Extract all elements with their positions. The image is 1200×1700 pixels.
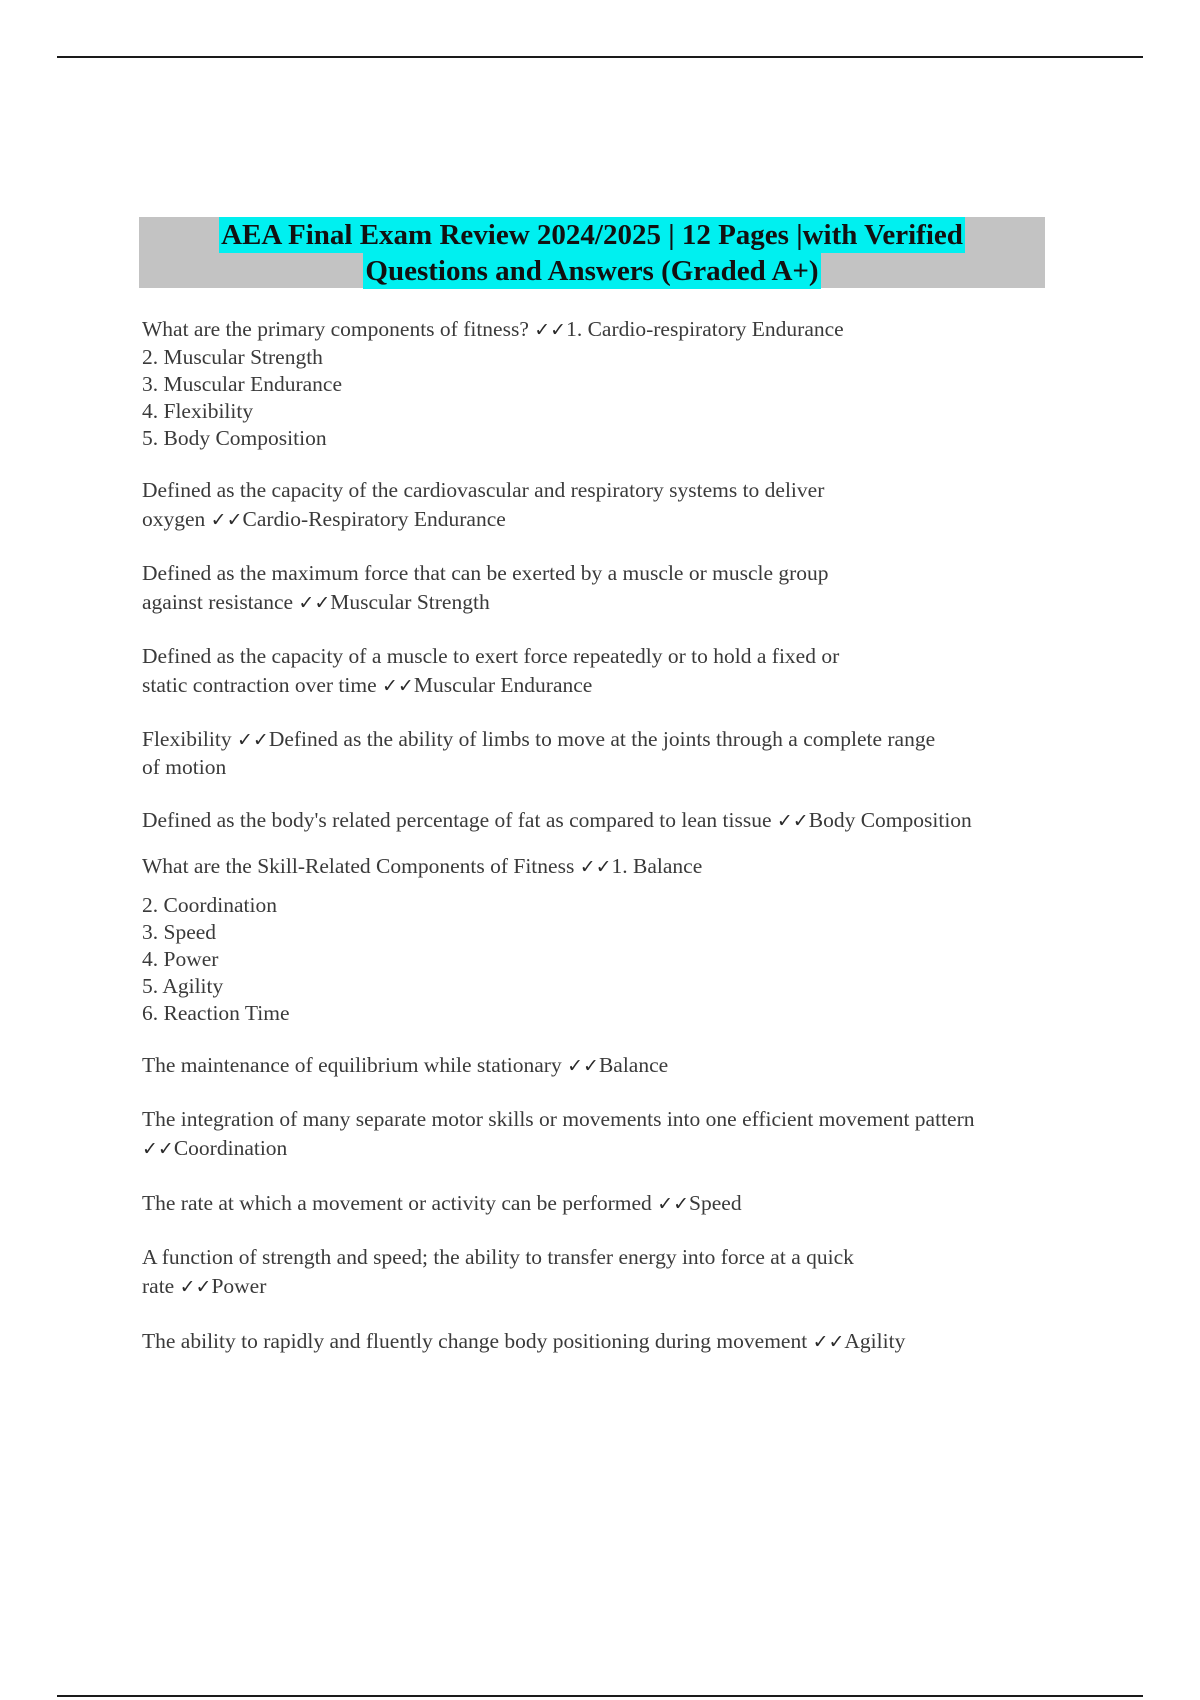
answer-text: Speed: [689, 1191, 742, 1215]
qa-item-power: [142, 1243, 1072, 1302]
answer-text: 5. Agility: [142, 974, 224, 998]
check-icon: ✓✓: [236, 729, 269, 751]
answer-text: 5. Body Composition: [142, 426, 327, 450]
check-icon: ✓✓: [812, 1331, 845, 1353]
answer-text: 3. Muscular Endurance: [142, 372, 342, 396]
answer-text: 1. Balance: [611, 854, 703, 878]
title-line-2: Questions and Answers (Graded A+): [365, 254, 819, 287]
question-text: The rate at which a movement or activity can be performed: [142, 1191, 658, 1215]
qa-item-muscular-endurance: [142, 642, 1072, 701]
check-icon: ✓✓: [776, 810, 809, 832]
question-text: The maintenance of equilibrium while stationary: [142, 1053, 568, 1077]
answer-text: Muscular Strength: [330, 590, 490, 614]
qa-item-muscular-strength: [142, 559, 1072, 618]
title-line-1: AEA Final Exam Review 2024/2025 | 12 Pages |with Verified: [221, 218, 963, 251]
qa-item-cardio: [142, 476, 1072, 535]
check-icon: ✓✓: [298, 592, 331, 614]
answer-text: Muscular Endurance: [413, 673, 593, 697]
question-text: Defined as the capacity of the cardiovascular and respiratory systems to deliver: [142, 478, 825, 502]
answer-text: Body Composition: [808, 808, 972, 832]
question-text: The integration of many separate motor skills or movements into one efficient movement pattern: [142, 1107, 975, 1131]
answer-text: Coordination: [173, 1136, 288, 1160]
question-text: Defined as the capacity of a muscle to exert force repeatedly or to hold a fixed or: [142, 644, 840, 668]
check-icon: ✓✓: [210, 509, 243, 531]
question-text: rate: [142, 1274, 180, 1298]
check-icon: ✓✓: [657, 1193, 690, 1215]
qa-item-coordination: [142, 1105, 1072, 1164]
qa-content: [142, 316, 1072, 1357]
answer-text: 4. Power: [142, 947, 219, 971]
check-icon: ✓✓: [579, 856, 612, 878]
question-text: Flexibility: [142, 727, 237, 751]
qa-item-body-composition: [142, 806, 1072, 836]
question-text: What are the primary components of fitness?: [142, 317, 535, 341]
check-icon: ✓✓: [534, 319, 567, 341]
question-text: oxygen: [142, 507, 211, 531]
answer-text: 2. Muscular Strength: [142, 345, 323, 369]
question-text: A function of strength and speed; the ability to transfer energy into force at a quick: [142, 1245, 854, 1269]
question-text: The ability to rapidly and fluently change body positioning during movement: [142, 1329, 813, 1353]
check-icon: ✓✓: [179, 1276, 212, 1298]
answer-text: 1. Cardio-respiratory Endurance: [566, 317, 844, 341]
check-icon: ✓✓: [567, 1055, 599, 1077]
qa-item-flexibility: [142, 726, 1072, 781]
qa-item-agility: [142, 1327, 1072, 1357]
question-text: against resistance: [142, 590, 299, 614]
answer-text: of motion: [142, 755, 227, 779]
check-icon: ✓✓: [142, 1138, 174, 1160]
answer-text: 3. Speed: [142, 920, 217, 944]
top-rule: [57, 56, 1143, 58]
qa-item-skill-components: [142, 852, 1072, 1027]
qa-item-primary-components: [142, 316, 1072, 452]
bottom-rule: [57, 1695, 1143, 1697]
answer-text: 4. Flexibility: [142, 399, 254, 423]
answer-text: Cardio-Respiratory Endurance: [242, 507, 506, 531]
qa-item-balance: [142, 1051, 1072, 1081]
answer-text: 2. Coordination: [142, 893, 277, 917]
check-icon: ✓✓: [382, 675, 414, 697]
question-text: Defined as the maximum force that can be exerted by a muscle or muscle group: [142, 561, 829, 585]
answer-text: Defined as the ability of limbs to move at the joints through a complete range: [268, 727, 936, 751]
answer-text: Agility: [844, 1329, 906, 1353]
document-title: [139, 217, 1045, 288]
question-text: static contraction over time: [142, 673, 382, 697]
qa-item-speed: [142, 1189, 1072, 1219]
question-text: What are the Skill-Related Components of Fitness: [142, 854, 580, 878]
answer-text: 6. Reaction Time: [142, 1001, 290, 1025]
answer-text: Balance: [598, 1053, 669, 1077]
question-text: Defined as the body's related percentage of fat as compared to lean tissue: [142, 808, 777, 832]
answer-text: Power: [211, 1274, 267, 1298]
